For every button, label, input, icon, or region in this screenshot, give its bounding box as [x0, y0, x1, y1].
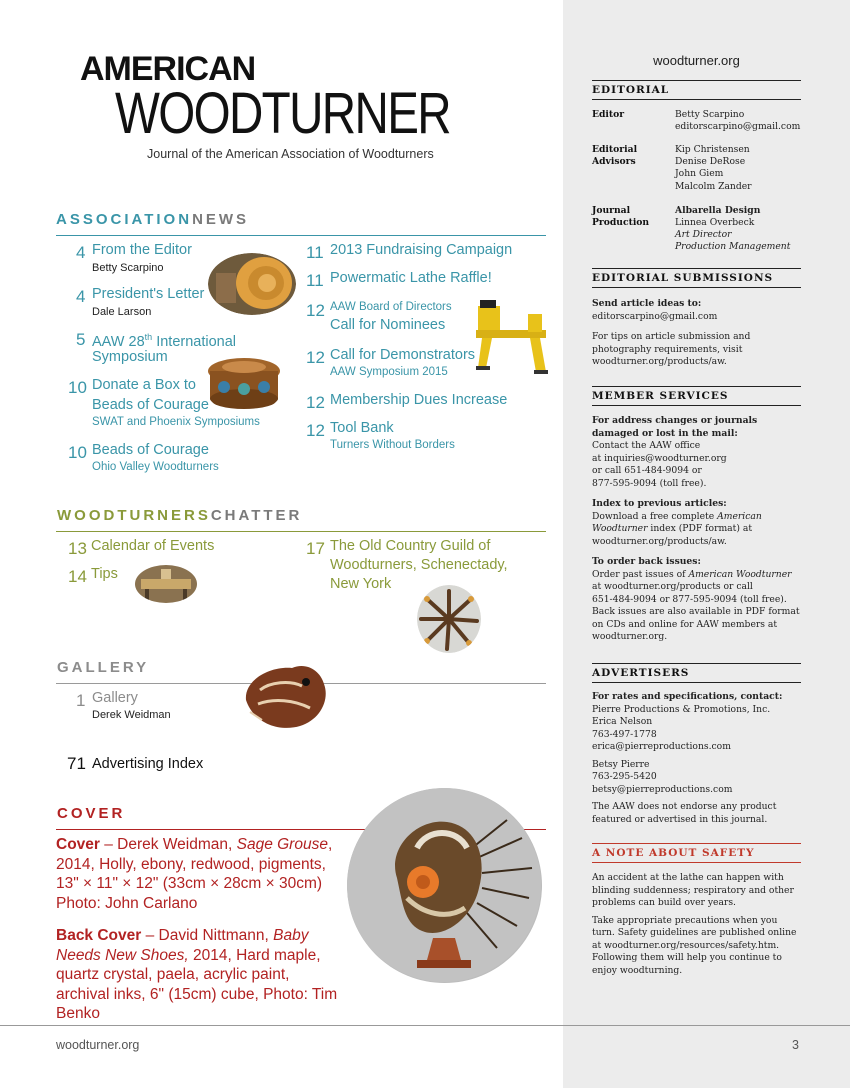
page-number-footer: 3 [792, 1038, 799, 1052]
page-number: 17 [306, 539, 325, 558]
gallery-sculpture-photo [240, 660, 330, 732]
member-bold: For address changes or journals [592, 415, 758, 426]
submissions-line: photography requirements, visit [592, 343, 743, 355]
entry-title: From the Editor [92, 242, 192, 258]
entry-title: Calendar of Events [91, 538, 215, 554]
entry-title: President's Letter [92, 286, 205, 302]
masthead-american: AMERICAN [80, 50, 256, 88]
section-cover-heading: COVER [57, 805, 126, 822]
page-number: 12 [306, 421, 325, 440]
entry-title: Gallery [92, 690, 138, 706]
advisor-name: John Giem [675, 168, 724, 179]
entry-title: Call for Nominees [330, 317, 446, 333]
advertisers-line: Erica Nelson [592, 716, 653, 727]
entry-title-sup: th [144, 332, 153, 342]
entry-title: Tool Bank [330, 420, 394, 436]
safety-line: Following them will help you continue to [592, 952, 782, 963]
back-issues-line: 651-484-9094 or 877-595-9094 (toll free). [592, 593, 787, 605]
index-line [592, 511, 801, 524]
back-issues-line: Back issues are also available in PDF format [592, 606, 800, 617]
entry-title: Tips [91, 566, 118, 582]
advertisers-heading: ADVERTISERS [592, 663, 801, 683]
member-line: or call 651-484-9094 or [592, 465, 702, 476]
safety-heading: A NOTE ABOUT SAFETY [592, 843, 801, 863]
lathe-photo [472, 296, 550, 376]
back-issues-italic: American Woodturner [688, 568, 792, 580]
cover-text: – Derek Weidman, [99, 836, 237, 853]
submissions-email[interactable]: editorscarpino@gmail.com [592, 310, 718, 322]
cover-caption [56, 835, 346, 913]
advertisers-line: featured or advertised in this journal. [592, 813, 768, 825]
safety-text [592, 872, 801, 977]
entry-title: Donate a Box to [92, 377, 196, 393]
submissions-text [592, 298, 801, 369]
section-woodturners-chatter-heading [57, 507, 302, 524]
entry-title-part: International [152, 333, 237, 350]
entry-author: Derek Weidman [92, 709, 171, 721]
entry-subtitle: SWAT and Phoenix Symposiums [92, 416, 260, 428]
back-cover-caption [56, 926, 346, 1024]
index-bold: Index to previous articles: [592, 498, 727, 509]
bowl-photo [208, 253, 296, 315]
page-number: 11 [306, 243, 324, 262]
member-line: 877-595-9094 (toll free). [592, 477, 707, 489]
advisor-name: Malcolm Zander [675, 181, 752, 192]
cover-label: Cover [56, 836, 100, 853]
advisor-name: Denise DeRose [675, 156, 746, 167]
back-issues-bold: To order back issues: [592, 556, 701, 567]
editor-label: Editor [592, 109, 625, 120]
page-number: 14 [68, 567, 87, 586]
entry-title-part: AAW 28 [92, 333, 145, 350]
back-cover-label: Back Cover [56, 927, 142, 944]
safety-line: blinding suddenness; respiratory and other [592, 884, 794, 896]
member-bold: damaged or lost in the mail: [592, 427, 738, 439]
entry-title: Call for Demonstrators [330, 347, 476, 363]
cover-text: , 2014, Holly, ebony, redwood, pigments, 13" × 11" × 12" (33cm × 28cm × 30cm) Photo: John Carlano [56, 836, 333, 912]
safety-line: Take appropriate precautions when you [592, 914, 778, 926]
editor-email[interactable]: editorscarpino@gmail.com [675, 121, 801, 132]
member-services-text [592, 415, 801, 644]
entry-title: Beads of Courage [92, 442, 209, 458]
entry-title-line3: New York [330, 576, 392, 592]
advertisers-line: The AAW does not endorse any product [592, 801, 777, 812]
back-cover-text: – David Nittmann, [141, 927, 274, 944]
editor-name: Betty Scarpino [675, 109, 745, 120]
page-number: 13 [68, 539, 87, 558]
production-label-line2: Production [592, 217, 650, 228]
back-issues-line: at woodturner.org/products or call [592, 581, 753, 592]
production-label: Journal [592, 205, 631, 216]
submissions-bold: Send article ideas to: [592, 298, 702, 309]
back-cover-text: 2014, Hard maple, quartz crystal, paela, acrylic paint, archival inks, 6" (15cm) cube, Photo: Tim Benko [56, 946, 338, 1022]
advertisers-line[interactable]: erica@pierreproductions.com [592, 741, 731, 752]
submissions-heading: EDITORIAL SUBMISSIONS [592, 268, 801, 288]
sidebar-url[interactable]: woodturner.org [653, 53, 740, 68]
entry-title: Membership Dues Increase [330, 392, 508, 408]
index-text: Download a free complete [592, 510, 718, 522]
advertisers-line: Betsy Pierre [592, 758, 650, 770]
section-gallery-heading: GALLERY [57, 659, 150, 676]
entry-author: Betty Scarpino [92, 262, 164, 274]
section-association-news-heading [56, 211, 249, 228]
section-heading-part: ASSOCIATION [56, 211, 193, 228]
back-cover-title: Baby Needs New Shoes, [56, 927, 309, 964]
advisor-name: Kip Christensen [675, 144, 750, 155]
advisors-label-line2: Advisors [592, 156, 636, 167]
masthead-woodturner: WOODTURNER [115, 81, 450, 146]
entry-subtitle: AAW Symposium 2015 [330, 366, 448, 378]
page-number: 11 [306, 271, 324, 290]
section-rule [56, 235, 546, 236]
page-number: 12 [306, 393, 325, 412]
back-issues-line: on CDs and online for AAW members at [592, 618, 778, 630]
tips-workshop-photo [135, 565, 197, 603]
advertisers-line[interactable]: betsy@pierreproductions.com [592, 783, 733, 795]
submissions-line: For tips on article submission and [592, 331, 751, 342]
section-rule [56, 531, 546, 532]
advertisers-text [592, 691, 801, 826]
advertisers-line: 763-497-1778 [592, 728, 657, 740]
page-number: 5 [76, 330, 86, 349]
back-issues-line [592, 569, 801, 582]
production-role: Production Management [675, 241, 791, 252]
index-italic: American [717, 510, 762, 522]
cover-title: Sage Grouse [236, 836, 328, 853]
production-role: Art Director [675, 229, 732, 240]
advertisers-bold: For rates and specifications, contact: [592, 691, 783, 702]
advertisers-line: Pierre Productions & Promotions, Inc. [592, 703, 771, 715]
tools-photo [417, 585, 481, 653]
page-number: 12 [306, 348, 325, 367]
beads-box-photo [206, 355, 282, 411]
member-line: at inquiries@woodturner.org [592, 452, 727, 464]
index-line: woodturner.org/products/aw. [592, 535, 727, 547]
entry-author: Dale Larson [92, 306, 152, 318]
entry-subtitle: Turners Without Borders [330, 439, 455, 451]
editorial-heading: EDITORIAL [592, 80, 801, 100]
back-issues-text: Order past issues of [592, 568, 689, 580]
index-text: index (PDF format) at [647, 523, 753, 534]
footer-rule [0, 1025, 850, 1026]
production-company: Albarella Design [675, 205, 761, 216]
page-number: 10 [68, 378, 87, 397]
cover-sculpture-photo [347, 788, 542, 983]
entry-title: The Old Country Guild of [330, 538, 491, 554]
page-number: 71 [67, 754, 86, 773]
production-name: Linnea Overbeck [675, 217, 755, 228]
submissions-line: woodturner.org/products/aw. [592, 356, 727, 367]
advisors-label: Editorial [592, 144, 638, 155]
section-heading-part: WOODTURNERS [57, 507, 211, 524]
page-number: 10 [68, 443, 87, 462]
safety-line: turn. Safety guidelines are published online [592, 927, 797, 938]
safety-line: problems can build over years. [592, 897, 736, 908]
section-heading-part: NEWS [192, 211, 250, 228]
entry-title: 2013 Fundraising Campaign [330, 242, 513, 258]
member-line: Contact the AAW office [592, 440, 701, 451]
entry-subtitle: AAW Board of Directors [330, 301, 452, 313]
safety-line: at woodturner.org/resources/safety.htm. [592, 939, 780, 951]
page-number: 4 [76, 243, 86, 262]
back-issues-line: woodturner.org. [592, 631, 668, 642]
entry-title: Powermatic Lathe Raffle! [330, 270, 492, 286]
member-services-heading: MEMBER SERVICES [592, 386, 801, 406]
section-heading-part: CHATTER [210, 507, 303, 524]
entry-title: Advertising Index [92, 756, 204, 772]
page-number: 4 [76, 287, 86, 306]
safety-line: enjoy woodturning. [592, 964, 683, 976]
masthead-tagline: Journal of the American Association of Woodturners [147, 147, 434, 161]
safety-line: An accident at the lathe can happen with [592, 872, 784, 883]
page-number: 1 [76, 691, 86, 710]
page-number: 12 [306, 301, 325, 320]
index-line [592, 523, 801, 536]
entry-subtitle: Ohio Valley Woodturners [92, 461, 219, 473]
index-italic: Woodturner [592, 523, 648, 534]
footer-url[interactable]: woodturner.org [56, 1038, 140, 1052]
entry-title-line2: Beads of Courage [92, 397, 209, 413]
entry-title-line2: Woodturners, Schenectady, [330, 557, 508, 573]
advertisers-line: 763-295-5420 [592, 771, 657, 782]
entry-title-line2: Symposium [92, 349, 168, 365]
